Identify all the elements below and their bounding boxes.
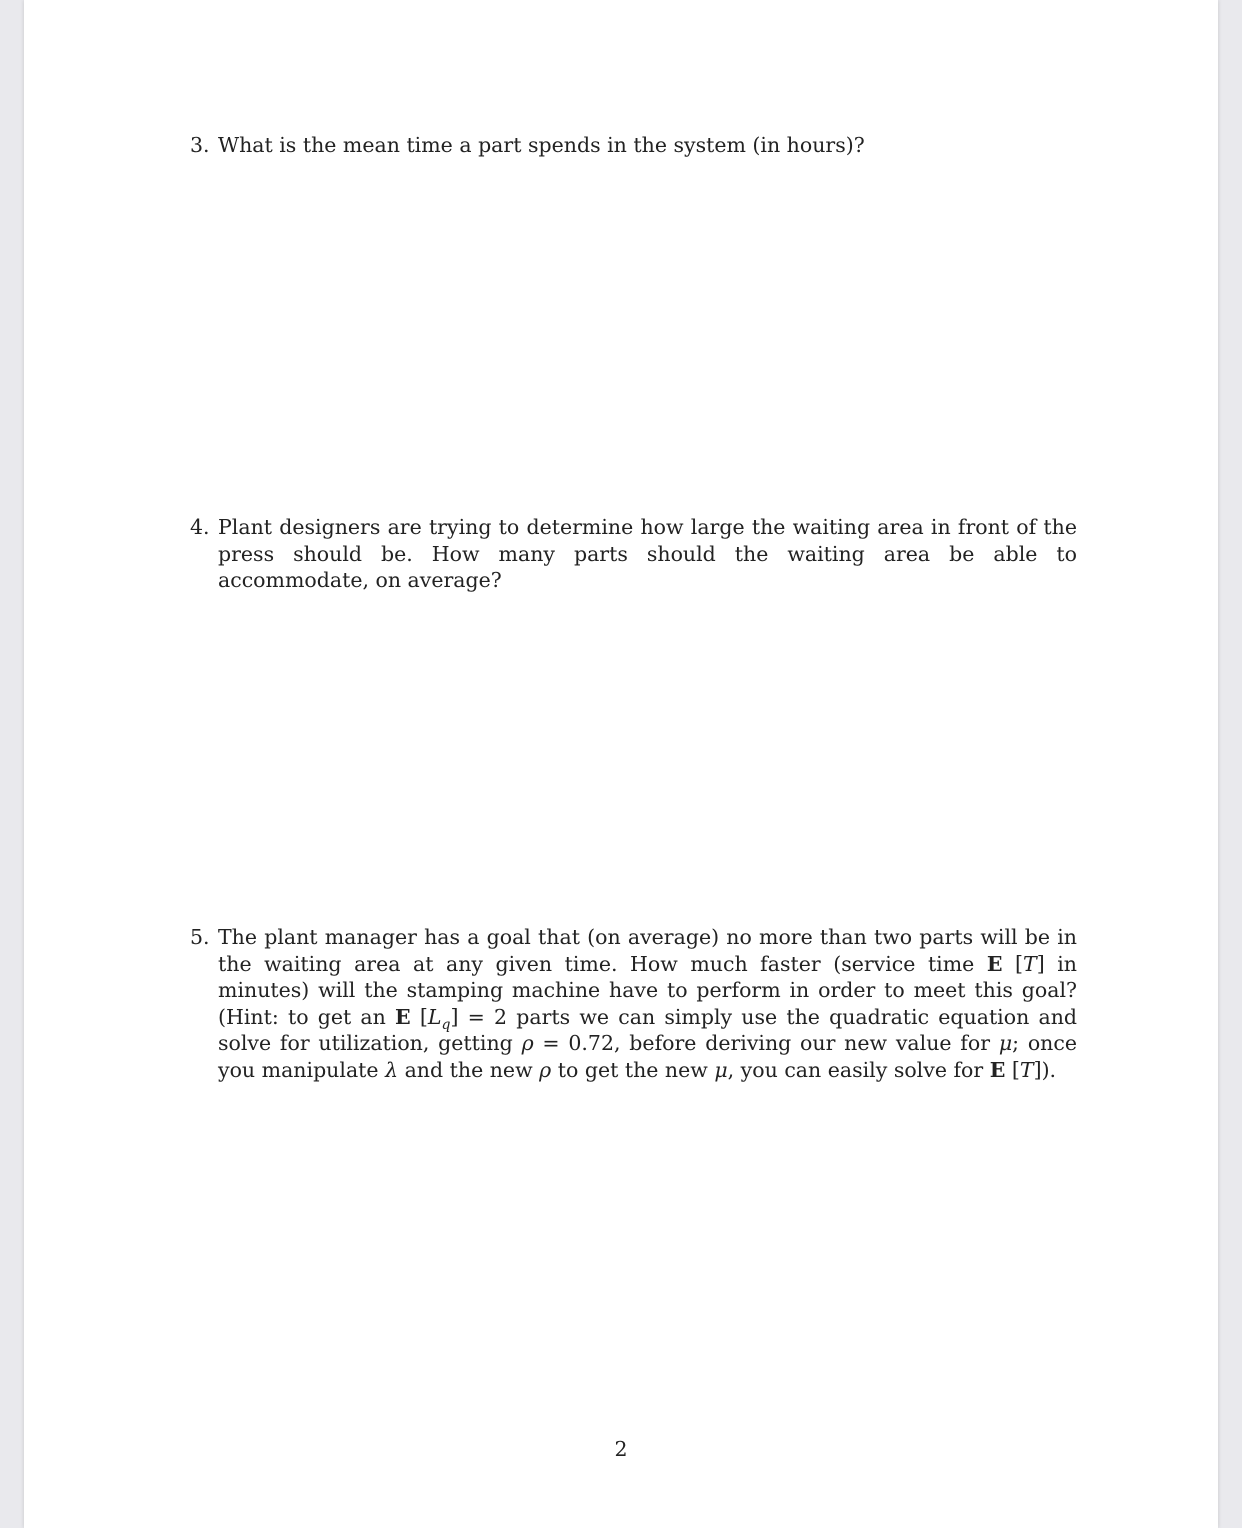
question-number: 5. (190, 925, 210, 949)
math-variable: T (1019, 1057, 1034, 1082)
question-5 (190, 924, 1077, 1083)
math-lambda: λ (385, 1057, 399, 1082)
question-4 (190, 514, 1077, 594)
math-mu: μ (714, 1057, 728, 1082)
text-segment: = 0.72, before deriving our new value for (533, 1031, 999, 1055)
question-text: Plant designers are trying to determine how large the waiting area in front of the press should be. How many parts should the waiting area be able to accommodate, on average? (218, 515, 1077, 592)
question-number: 4. (190, 515, 210, 539)
math-variable: T (1023, 951, 1037, 976)
text-segment: and the new (398, 1057, 540, 1082)
math-subscript: q (441, 1016, 451, 1033)
expectation-symbol: E (986, 951, 1003, 976)
math-variable: L (427, 1004, 442, 1029)
expectation-symbol: E (395, 1004, 411, 1029)
math-rho: ρ (521, 1031, 534, 1055)
document-page (24, 0, 1218, 1528)
math-mu: μ (998, 1031, 1013, 1055)
math-rho: ρ (539, 1057, 552, 1082)
text-segment: ). (1041, 1057, 1057, 1082)
expectation-symbol: E (989, 1057, 1006, 1082)
question-3 (190, 132, 1077, 159)
text-segment: to get the new (551, 1057, 715, 1082)
question-number: 3. (190, 133, 210, 157)
question-text: The plant manager has a goal that (on average) no more than two parts will be in the waiting area at any given time. How much faster (service time E [T] in minutes) will the stamping machine have to perform in order to meet this goal? (Hint: to get an E $[L_q] = 2$ parts we can simply use the quadratic equation and solve for utilization, getting ρ = 0.72, before deriving our new value for μ; once you manipulate λ and the new ρ to get the new μ, you can easily solve for E [T]). (218, 925, 1078, 1082)
text-segment: = 2 parts we can simply use the quadratic equation and solve for utilization, getting (218, 1004, 1078, 1055)
question-text: What is the mean time a part spends in the system (in hours)? (218, 133, 865, 157)
text-segment: The plant manager has a goal that (on average) no more than two parts will be in the waiting area at any given time. How much faster (service time (218, 925, 1077, 976)
text-segment: in minutes) will the stamping machine have to perform in order to meet this goal? (Hint: to get an (218, 951, 1077, 1029)
text-segment: ; once you manipulate (218, 1031, 1077, 1082)
text-segment: , you can easily solve for (727, 1057, 990, 1082)
page-number: 2 (614, 1437, 628, 1461)
